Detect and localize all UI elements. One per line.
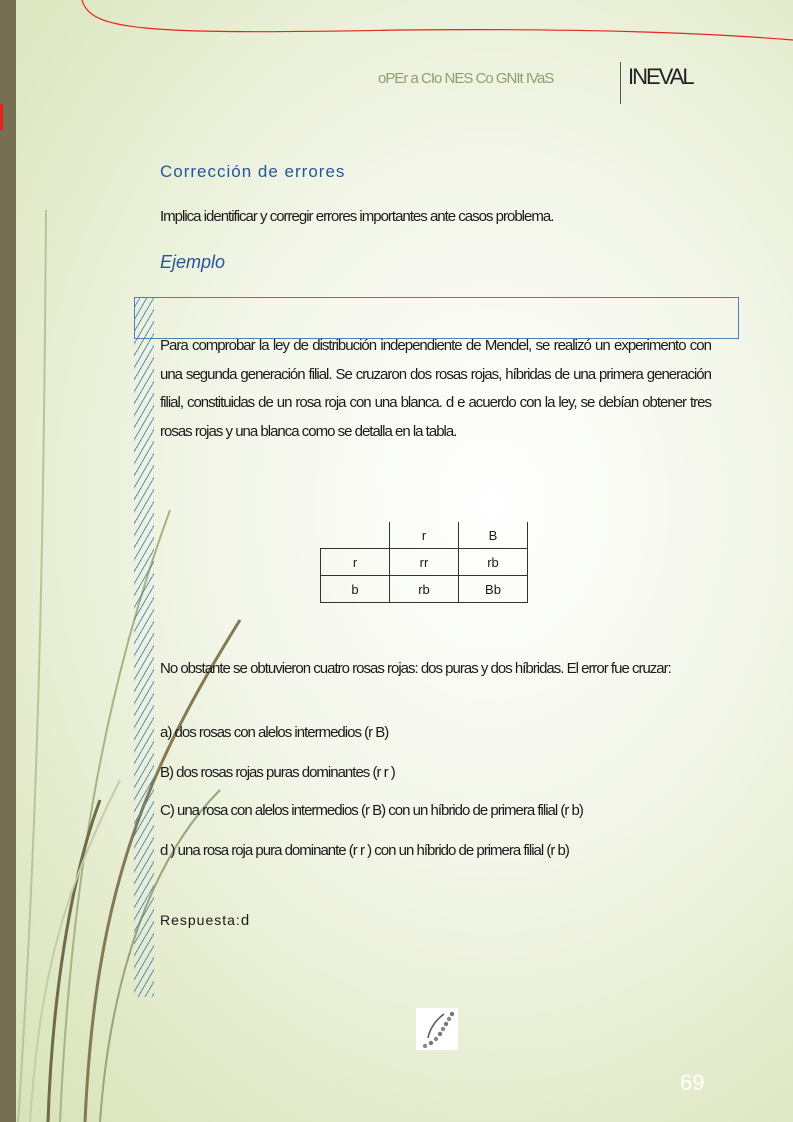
grass-stroke-4 bbox=[48, 800, 100, 1122]
red-edge-mark bbox=[0, 104, 3, 130]
page-number: 69 bbox=[680, 1070, 705, 1095]
option-c: C) una rosa con alelos intermedios (r B) con un híbrido de primera filial (r b) bbox=[160, 802, 583, 819]
side-bar bbox=[0, 0, 16, 1122]
grass-stroke-1 bbox=[18, 210, 46, 1122]
table-header-cell: B bbox=[459, 522, 528, 549]
punnett-table bbox=[320, 522, 528, 603]
table-cell: rb bbox=[459, 549, 528, 576]
table-cell: rb bbox=[390, 576, 459, 603]
answer-label: Respuesta: bbox=[160, 912, 241, 928]
ineval-logo: INEVAL bbox=[628, 64, 693, 89]
table-row-header: b bbox=[321, 576, 390, 603]
option-d: d ) una rosa roja pura dominante (r r ) con un híbrido de primera filial (r b) bbox=[160, 842, 569, 859]
header-section-title: oPEr a CIo NES Co GNIt IVaS bbox=[378, 70, 554, 87]
answer-value: d bbox=[240, 912, 250, 929]
table-row bbox=[321, 576, 528, 603]
section-title: Corrección de errores bbox=[160, 162, 346, 181]
table-cell: rr bbox=[390, 549, 459, 576]
table-row-header: r bbox=[321, 549, 390, 576]
grass-stroke-5 bbox=[100, 790, 220, 1122]
answer bbox=[160, 912, 249, 929]
option-a: a) dos rosas con alelos intermedios (r B) bbox=[160, 724, 389, 741]
footer-logo-icon bbox=[416, 1008, 458, 1050]
table-row bbox=[321, 522, 528, 549]
grass-stroke-3 bbox=[85, 620, 240, 1122]
hatch-strip bbox=[134, 297, 154, 997]
section-description: Implica identificar y corregir errores importantes ante casos problema. bbox=[160, 208, 554, 225]
table-cell bbox=[321, 522, 390, 549]
header-divider bbox=[620, 62, 621, 104]
table-row bbox=[321, 549, 528, 576]
table-cell: Bb bbox=[459, 576, 528, 603]
example-label: Ejemplo bbox=[160, 252, 226, 272]
grass-stroke-6 bbox=[30, 780, 120, 1122]
red-arc-line bbox=[82, 0, 793, 40]
table-header-cell: r bbox=[390, 522, 459, 549]
problem-statement: No obstante se obtuvieron cuatro rosas rojas: dos puras y dos híbridas. El error fue cruzar: bbox=[160, 660, 671, 677]
option-b: B) dos rosas rojas puras dominantes (r r ) bbox=[160, 764, 395, 781]
problem-text: Para comprobar la ley de distribución independiente de Mendel, se realizó un experimento con una segunda generación filial. Se cruzaron dos rosas rojas, híbridas de una primera generación filial, constituidas de un rosa roja con una blanca. d e acuerdo con la ley, se debían obtener tres rosas rojas y una blanca como se detalla en la tabla. bbox=[160, 337, 711, 440]
